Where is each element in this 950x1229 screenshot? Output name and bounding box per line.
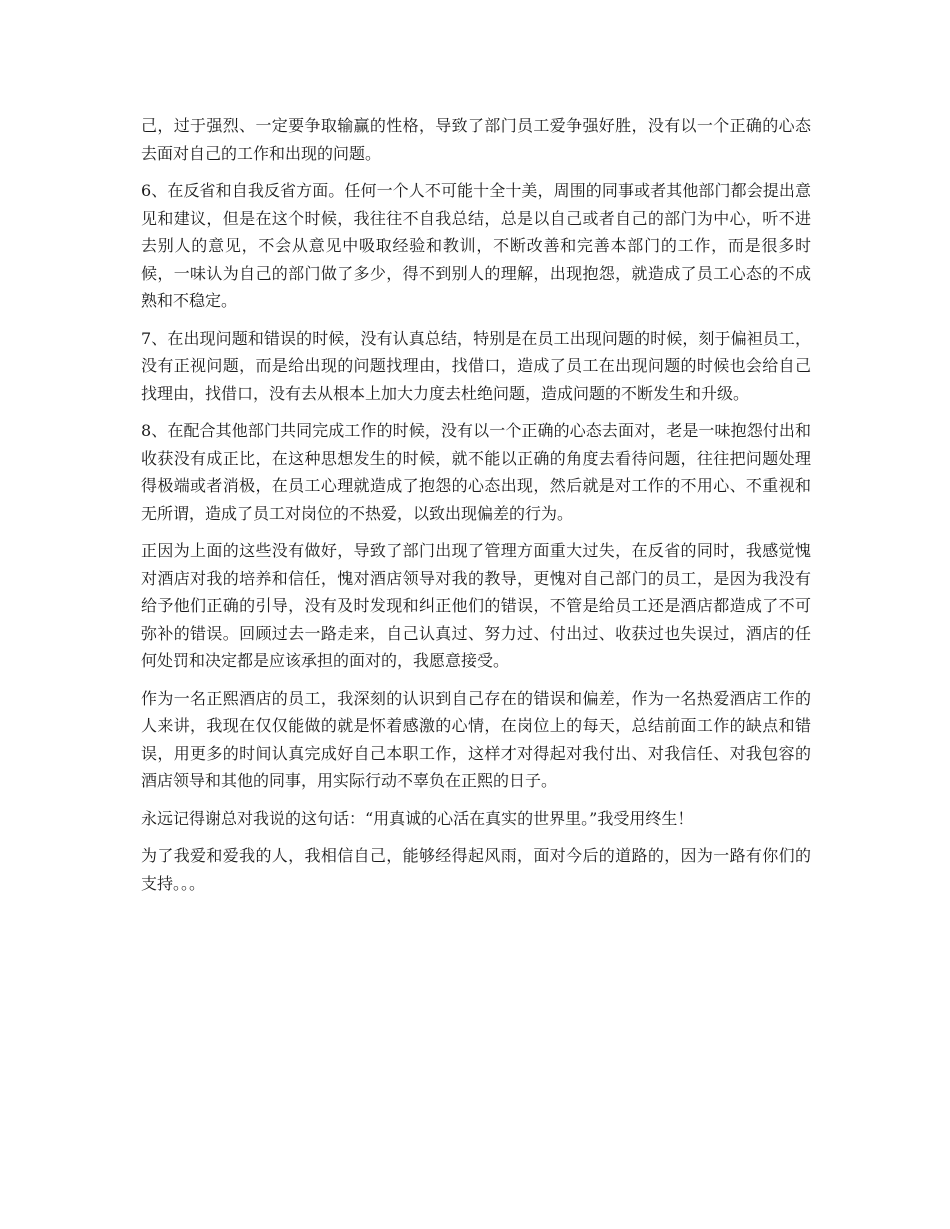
paragraph-closing: 为了我爱和爱我的人，我相信自己，能够经得起风雨，面对今后的道路的，因为一路有你们的支持。。。: [141, 846, 811, 893]
paragraph-item-6: 6、在反省和自我反省方面。任何一个人不可能十全十美，周围的同事或者其他部门都会提出意见和建议，但是在这个时候，我往往不自我总结，总是以自己或者自己的部门为中心，听不进去别人的意见，不会从意见中吸取经验和教训，不断改善和完善本部门的工作，而是很多时候，一味认为自己的部门做了多少，得不到别人的理解，出现抱怨，就造成了员工心态的不成熟和不稳定。: [141, 181, 811, 310]
paragraph-item-7: 7、在出现问题和错误的时候，没有认真总结，特别是在员工出现问题的时候，刻于偏袒员工，没有正视问题，而是给出现的问题找理由，找借口，造成了员工在出现问题的时候也会给自己找理由，找借口，没有去从根本上加大力度去杜绝问题，造成问题的不断发生和升级。: [141, 328, 811, 403]
paragraph-attitude: 己，过于强烈、一定要争取输赢的性格，导致了部门员工爱争强好胜，没有以一个正确的心态去面对自己的工作和出现的问题。: [141, 116, 811, 163]
paragraph-commitment: 作为一名正熙酒店的员工，我深刻的认识到自己存在的错误和偏差，作为一名热爱酒店工作的人来讲，我现在仅仅能做的就是怀着感激的心情，在岗位上的每天，总结前面工作的缺点和错误，用更多的时间认真完成好自己本职工作，这样才对得起对我付出、对我信任、对我包容的酒店领导和其他的同事，用实际行动不辜负在正熙的日子。: [141, 688, 811, 790]
paragraph-reflection: 正因为上面的这些没有做好，导致了部门出现了管理方面重大过失，在反省的同时，我感觉愧对酒店对我的培养和信任，愧对酒店领导对我的教导，更愧对自己部门的员工，是因为我没有给予他们正确的引导，没有及时发现和纠正他们的错误，不管是给员工还是酒店都造成了不可弥补的错误。回顾过去一路走来，自己认真过、努力过、付出过、收获过也失误过，酒店的任何处罚和决定都是应该承担的面对的，我愿意接受。: [141, 541, 811, 670]
document-body: [141, 112, 811, 907]
paragraph-quote: 永远记得谢总对我说的这句话：“用真诚的心活在真实的世界里。”我受用终生！: [141, 808, 694, 828]
paragraph-item-8: 8、在配合其他部门共同完成工作的时候，没有以一个正确的心态去面对，老是一味抱怨付出和收获没有成正比，在这种思想发生的时候，就不能以正确的角度去看待问题，往往把问题处理得极端或者消极，在员工心理就造成了抱怨的心态出现，然后就是对工作的不用心、不重视和无所谓，造成了员工对岗位的不热爱，以致出现偏差的行为。: [141, 421, 811, 523]
